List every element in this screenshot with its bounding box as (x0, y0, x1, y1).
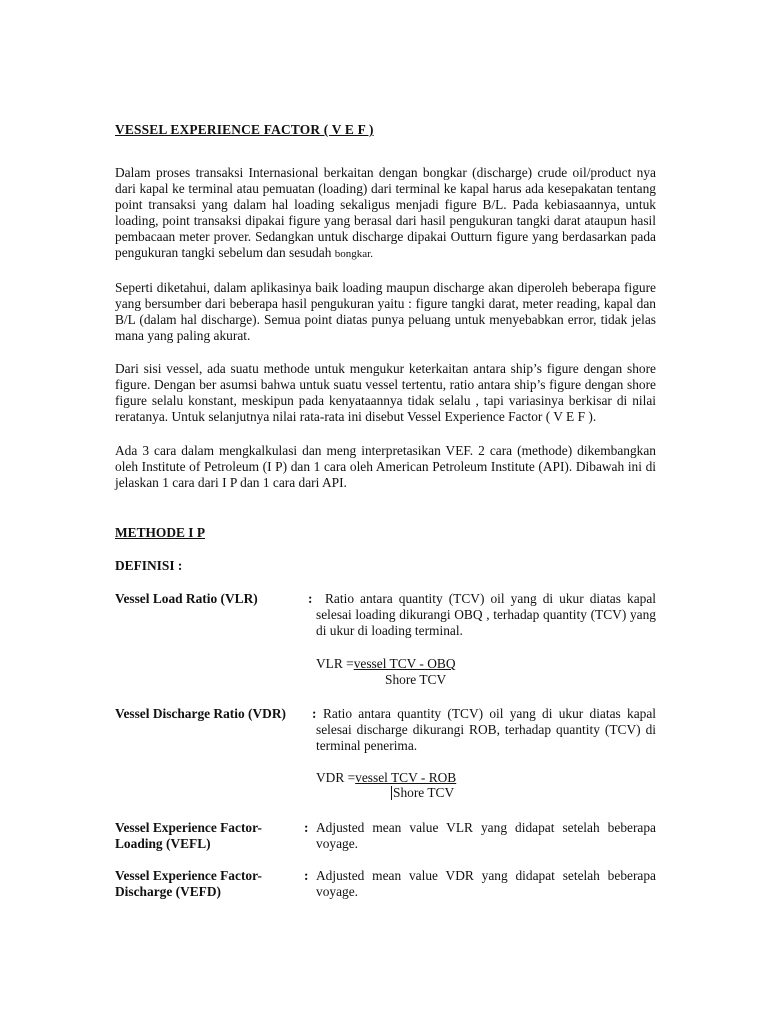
formula-lhs: VLR = (316, 656, 354, 671)
paragraph-1 (115, 165, 656, 262)
definition-term-line: Vessel Experience Factor- (115, 868, 263, 883)
formula-numerator: vessel TCV - ROB (355, 770, 457, 785)
definition-description-vefl: Adjusted mean value VLR yang didapat setelah beberapa voyage. (316, 820, 656, 851)
definition-colon: : (308, 591, 313, 606)
formula-vdr (316, 770, 457, 800)
definition-description-vefd: Adjusted mean value VDR yang didapat setelah beberapa voyage. (316, 868, 656, 899)
paragraph-1-text: Dalam proses transaksi Internasional berkaitan dengan bongkar (discharge) crude oil/product nya dari kapal ke terminal atau pemuatan (loading) dari terminal ke kapal harus ada kesepakatan tentang point transaksi yang dalam hal loading sekaligus menjadi figure B/L. Pada kebiasaannya, untuk loading, point transaksi dipakai figure yang berasal dari hasil pengukuran tangki darat ataupun hasil pembacaan meter prover. Sedangkan untuk discharge dipakai Outturn figure yang berdasarkan pada pengukuran tangki sebelum dan sesudah (115, 165, 656, 260)
definition-term-vefd (115, 868, 262, 900)
definition-description-vdr: Ratio antara quantity (TCV) oil yang di ukur diatas kapal selesai discharge dikurangi ROB, terhadap quantity (TCV) di terminal penerima. (316, 706, 656, 753)
formula-lhs: VDR = (316, 770, 356, 785)
definition-term-line: Loading (VEFL) (115, 836, 211, 851)
paragraph-2: Seperti diketahui, dalam aplikasinya baik loading maupun discharge akan diperoleh beberapa figure yang bersumber dari beberapa hasil pengukuran yaitu : figure tangki darat, meter reading, kapal dan B/L (dalam hal discharge). Semua point diatas punya peluang untuk menyebabkan error, tidak jelas mana yang paling akurat. (115, 280, 656, 343)
document-title: VESSEL EXPERIENCE FACTOR ( V E F ) (115, 122, 374, 137)
method-heading: METHODE I P (115, 525, 206, 540)
definition-colon: : (304, 820, 309, 835)
definition-heading: DEFINISI : (115, 558, 183, 573)
formula-numerator: vessel TCV - OBQ (353, 656, 456, 671)
definition-term-line: Discharge (VEFD) (115, 884, 221, 899)
formula-denominator: Shore TCV (393, 785, 455, 800)
definition-term-vdr: Vessel Discharge Ratio (VDR) (115, 706, 286, 721)
definition-term-vlr: Vessel Load Ratio (VLR) (115, 591, 258, 606)
definition-term-vefl (115, 820, 262, 852)
definition-colon: : (312, 706, 317, 721)
definition-colon: : (304, 868, 309, 883)
paragraph-1-tail: bongkar. (334, 248, 373, 260)
definition-term-line: Vessel Experience Factor- (115, 820, 263, 835)
definition-description-vlr: Ratio antara quantity (TCV) oil yang di ukur diatas kapal selesai loading dikurangi OBQ , terhadap quantity (TCV) yang di ukur di loading terminal. (316, 591, 656, 638)
formula-vlr (316, 656, 456, 687)
paragraph-4: Ada 3 cara dalam mengkalkulasi dan meng interpretasikan VEF. 2 cara (methode) dikembangkan oleh Institute of Petroleum (I P) dan 1 cara oleh American Petroleum Institute (API). Dibawah ini di jelaskan 1 cara dari I P dan 1 cara dari API. (115, 443, 656, 490)
paragraph-3: Dari sisi vessel, ada suatu methode untuk mengukur keterkaitan antara ship’s figure dengan shore figure. Dengan ber asumsi bahwa untuk suatu vessel tertentu, ratio antara ship’s figure dengan shore figure selalu konstant, meskipun pada kenyataannya tidak selalu , tapi variasinya berkisar di nilai reratanya. Untuk selanjutnya nilai rata-rata ini disebut Vessel Experience Factor ( V E F ). (115, 361, 656, 424)
formula-denominator: Shore TCV (385, 672, 447, 687)
